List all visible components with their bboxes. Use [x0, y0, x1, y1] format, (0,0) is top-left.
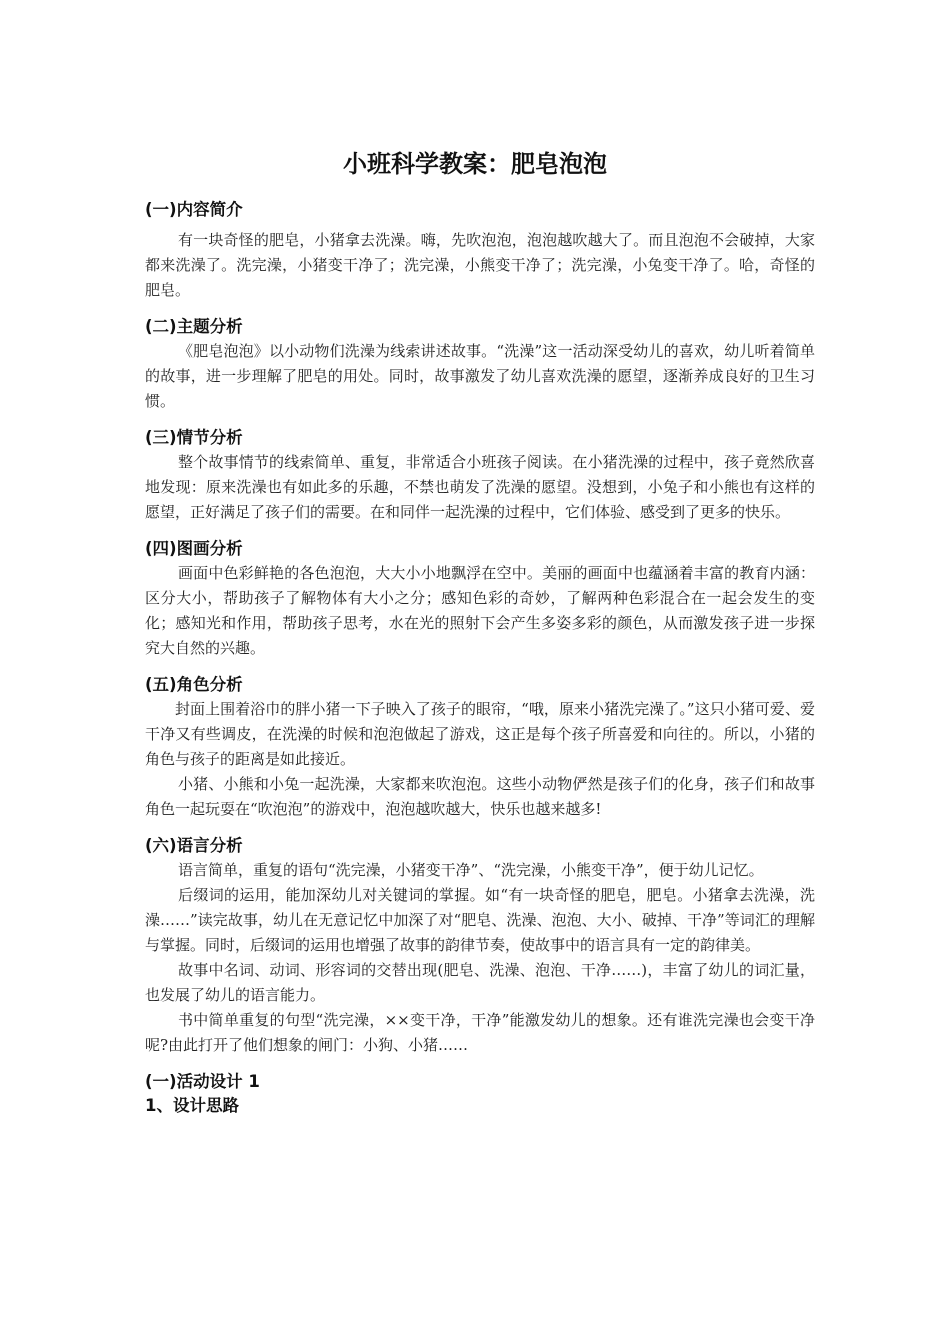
section-paragraph: 封面上围着浴巾的胖小猪一下子映入了孩子的眼帘，“哦，原来小猪洗完澡了。”这只小猪可爱、爱干净又有些调皮，在洗澡的时候和泡泡做起了游戏，这正是每个孩子所喜爱和向往的。所以，小猪的角色与孩子的距离是如此接近。 — [145, 700, 815, 768]
section-heading-language: (六)语言分析 — [145, 836, 243, 855]
section-paragraph: 有一块奇怪的肥皂，小猪拿去洗澡。嗨，先吹泡泡，泡泡越吹越大了。而且泡泡不会破掉，大家都来洗澡了。洗完澡，小猪变干净了；洗完澡，小熊变干净了；洗完澡，小兔变干净了。哈，奇怪的肥皂。 — [145, 231, 815, 299]
activity-subheading: 1、设计思路 — [145, 1096, 239, 1115]
section-paragraph: 书中简单重复的句型“洗完澡，××变干净，干净”能激发幼儿的想象。还有谁洗完澡也会变干净呢?由此打开了他们想象的闸门：小狗、小猪…… — [145, 1011, 815, 1054]
section-heading-plot: (三)情节分析 — [145, 428, 243, 447]
document-body — [145, 198, 815, 1118]
section-paragraph: 整个故事情节的线索简单、重复，非常适合小班孩子阅读。在小猪洗澡的过程中，孩子竟然欣喜地发现：原来洗澡也有如此多的乐趣，不禁也萌发了洗澡的愿望。没想到，小兔子和小熊也有这样的愿望，正好满足了孩子们的需要。在和同伴一起洗澡的过程中，它们体验、感受到了更多的快乐。 — [145, 453, 815, 521]
activity-heading: (一)活动设计 1 — [145, 1072, 260, 1091]
document-title: 小班科学教案：肥皂泡泡 — [343, 150, 607, 178]
section-paragraph: 故事中名词、动词、形容词的交替出现(肥皂、洗澡、泡泡、干净……)，丰富了幼儿的词汇量，也发展了幼儿的语言能力。 — [145, 961, 815, 1004]
section-paragraph: 语言简单，重复的语句“洗完澡，小猪变干净”、“洗完澡，小熊变干净”，便于幼儿记忆。 — [178, 861, 764, 879]
section-paragraph: 小猪、小熊和小兔一起洗澡，大家都来吹泡泡。这些小动物俨然是孩子们的化身，孩子们和故事角色一起玩耍在“吹泡泡”的游戏中，泡泡越吹越大，快乐也越来越多! — [145, 775, 815, 818]
section-paragraph: 《肥皂泡泡》以小动物们洗澡为线索讲述故事。“洗澡”这一活动深受幼儿的喜欢，幼儿听着简单的故事，进一步理解了肥皂的用处。同时，故事激发了幼儿喜欢洗澡的愿望，逐渐养成良好的卫生习惯。 — [145, 342, 815, 410]
section-heading-roles: (五)角色分析 — [145, 675, 243, 694]
section-paragraph: 画面中色彩鲜艳的各色泡泡，大大小小地飘浮在空中。美丽的画面中也蕴涵着丰富的教育内涵：区分大小，帮助孩子了解物体有大小之分；感知色彩的奇妙，了解两种色彩混合在一起会发生的变化；感知光和作用，帮助孩子思考，水在光的照射下会产生多姿多彩的颜色，从而激发孩子进一步探究大自然的兴趣。 — [145, 564, 815, 657]
section-heading-pictures: (四)图画分析 — [145, 539, 243, 558]
section-heading-theme: (二)主题分析 — [145, 317, 243, 336]
section-paragraph: 后缀词的运用，能加深幼儿对关键词的掌握。如“有一块奇怪的肥皂，肥皂。小猪拿去洗澡，洗澡……”读完故事，幼儿在无意记忆中加深了对“肥皂、洗澡、泡泡、大小、破掉、干净”等词汇的理解与掌握。同时，后缀词的运用也增强了故事的韵律节奏，使故事中的语言具有一定的韵律美。 — [145, 886, 815, 954]
section-heading-intro: (一)内容简介 — [145, 200, 243, 219]
